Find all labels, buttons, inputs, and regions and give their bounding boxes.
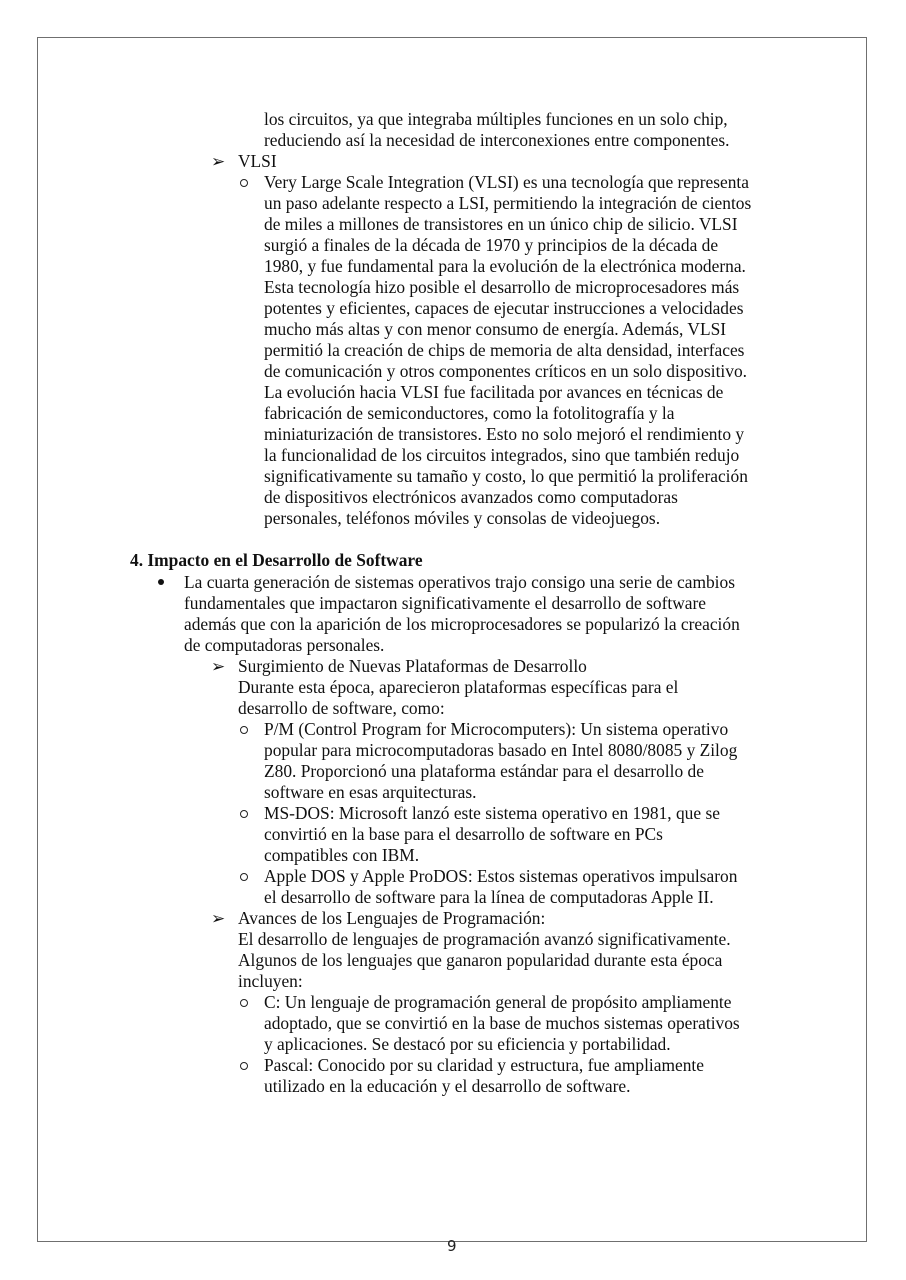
vlsi-text-line: Very Large Scale Integration (VLSI) es una tecnología que representa [264, 172, 749, 192]
intro-text-line: fundamentales que impactaron significativamente el desarrollo de software [184, 593, 706, 613]
vlsi-text-line: miniaturización de transistores. Esto no solo mejoró el rendimiento y [264, 424, 745, 444]
languages-desc-line: incluyen: [238, 971, 303, 991]
vlsi-text-line: La evolución hacia VLSI fue facilitada por avances en técnicas de [264, 382, 724, 402]
page-number: 9 [447, 1237, 457, 1255]
vlsi-text-line: surgió a finales de la década de 1970 y principios de la década de [264, 235, 719, 255]
intro-text-line: de computadoras personales. [184, 635, 385, 655]
language-item-line: y aplicaciones. Se destacó por su eficiencia y portabilidad. [264, 1034, 671, 1054]
circle-bullet-icon [240, 810, 248, 818]
language-item-line: adoptado, que se convirtió en la base de muchos sistemas operativos [264, 1013, 740, 1033]
vlsi-text-line: Esta tecnología hizo posible el desarrollo de microprocesadores más [264, 277, 740, 297]
platform-item-line: P/M (Control Program for Microcomputers): Un sistema operativo [264, 719, 729, 739]
platform-item-line: compatibles con IBM. [264, 845, 420, 865]
languages-label: Avances de los Lenguajes de Programación: [238, 908, 546, 928]
platforms-desc-line: Durante esta época, aparecieron plataformas específicas para el [238, 677, 679, 697]
arrow-bullet-icon: ➢ [211, 152, 226, 171]
section-heading: 4. Impacto en el Desarrollo de Software [130, 550, 423, 570]
vlsi-text-line: significativamente su tamaño y costo, lo que permitió la proliferación [264, 466, 748, 486]
platform-item-line: Apple DOS y Apple ProDOS: Estos sistemas operativos impulsaron [264, 866, 738, 886]
circle-bullet-icon [240, 179, 248, 187]
vlsi-text-line: mucho más altas y con menor consumo de energía. Además, VLSI [264, 319, 727, 339]
language-item-line: C: Un lenguaje de programación general de propósito ampliamente [264, 992, 732, 1012]
vlsi-text-line: un paso adelante respecto a LSI, permitiendo la integración de cientos [264, 193, 752, 213]
intro-text-line: La cuarta generación de sistemas operativos trajo consigo una serie de cambios [184, 572, 735, 592]
vlsi-text-line: la funcionalidad de los circuitos integrados, sino que también redujo [264, 445, 740, 465]
vlsi-text-line: potentes y eficientes, capaces de ejecutar instrucciones a velocidades [264, 298, 744, 318]
languages-desc-line: El desarrollo de lenguajes de programación avanzó significativamente. [238, 929, 731, 949]
vlsi-text-line: de dispositivos electrónicos avanzados como computadoras [264, 487, 678, 507]
vlsi-text-line: fabricación de semiconductores, como la fotolitografía y la [264, 403, 675, 423]
platform-item-line: software en esas arquitecturas. [264, 782, 477, 802]
circle-bullet-icon [240, 1062, 248, 1070]
vlsi-text-line: personales, teléfonos móviles y consolas de videojuegos. [264, 508, 661, 528]
disc-bullet-icon [158, 579, 164, 585]
intro-text-line: además que con la aparición de los microprocesadores se popularizó la creación [184, 614, 740, 634]
lsi-text-line: los circuitos, ya que integraba múltiples funciones en un solo chip, [264, 109, 728, 129]
arrow-bullet-icon: ➢ [211, 657, 226, 676]
vlsi-text-line: de comunicación y otros componentes críticos en un solo dispositivo. [264, 361, 747, 381]
vlsi-label: VLSI [238, 151, 277, 171]
platform-item-line: popular para microcomputadoras basado en Intel 8080/8085 y Zilog [264, 740, 738, 760]
circle-bullet-icon [240, 726, 248, 734]
vlsi-text-line: permitió la creación de chips de memoria de alta densidad, interfaces [264, 340, 745, 360]
circle-bullet-icon [240, 999, 248, 1007]
platform-item-line: el desarrollo de software para la línea de computadoras Apple II. [264, 887, 714, 907]
lsi-text-line: reduciendo así la necesidad de interconexiones entre componentes. [264, 130, 730, 150]
vlsi-text-line: 1980, y fue fundamental para la evolución de la electrónica moderna. [264, 256, 746, 276]
language-item-line: utilizado en la educación y el desarrollo de software. [264, 1076, 631, 1096]
language-item-line: Pascal: Conocido por su claridad y estructura, fue ampliamente [264, 1055, 704, 1075]
platforms-desc-line: desarrollo de software, como: [238, 698, 445, 718]
platform-item-line: MS-DOS: Microsoft lanzó este sistema operativo en 1981, que se [264, 803, 720, 823]
vlsi-text-line: de miles a millones de transistores en un único chip de silicio. VLSI [264, 214, 738, 234]
circle-bullet-icon [240, 873, 248, 881]
platform-item-line: convirtió en la base para el desarrollo de software en PCs [264, 824, 663, 844]
arrow-bullet-icon: ➢ [211, 909, 226, 928]
languages-desc-line: Algunos de los lenguajes que ganaron popularidad durante esta época [238, 950, 723, 970]
platforms-label: Surgimiento de Nuevas Plataformas de Desarrollo [238, 656, 587, 676]
platform-item-line: Z80. Proporcionó una plataforma estándar para el desarrollo de [264, 761, 704, 781]
